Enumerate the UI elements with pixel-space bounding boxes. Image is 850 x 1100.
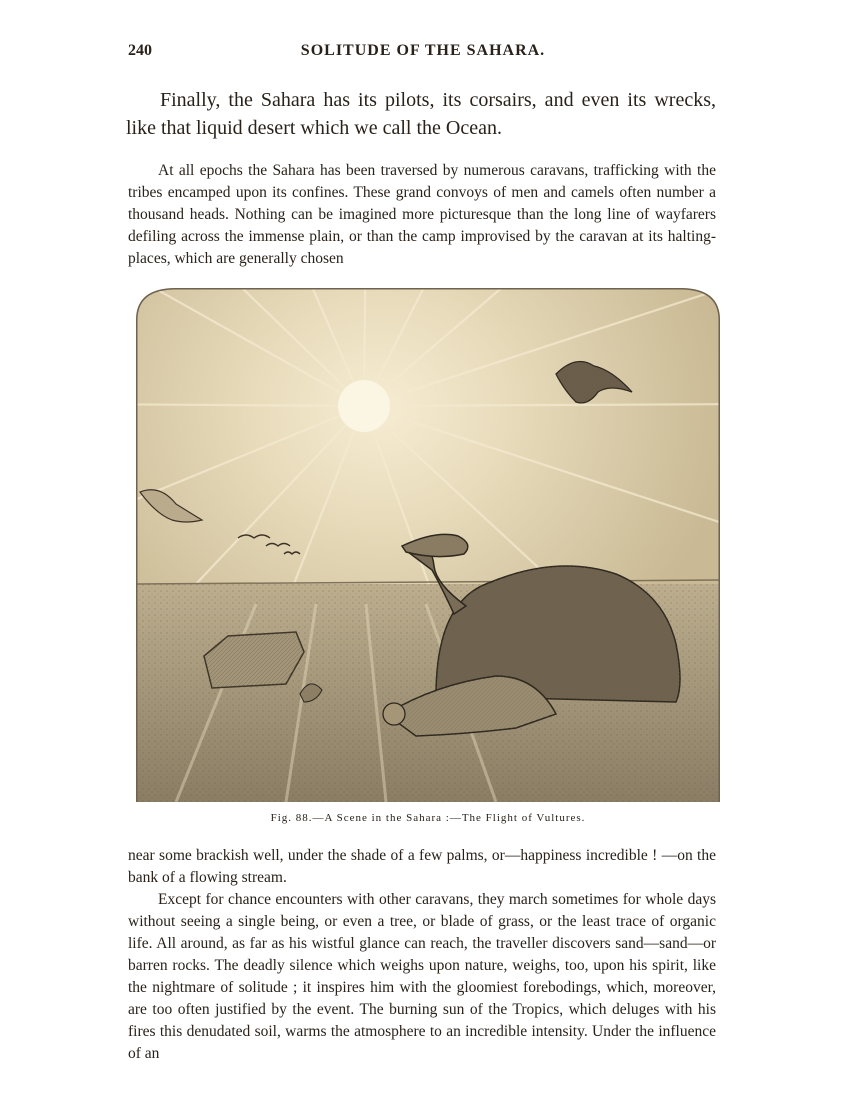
figure-caption: Fig. 88.—A Scene in the Sahara :—The Flight of Vultures. <box>270 812 586 824</box>
body-paragraph-2: near some brackish well, under the shade of a few palms, or—happiness incredible ! —on the bank of a flowing stream. <box>128 847 716 886</box>
body-paragraph-3: Except for chance encounters with other caravans, they march sometimes for whole days without seeing a single being, or even a tree, or blade of grass, or the least trace of organic life. All around, as far as his wistful glance can reach, the traveller discovers sand—sand—or barren rocks. The deadly silence which weighs upon nature, weighs, too, upon his spirit, like the nightmare of solitude ; it inspires him with the gloomiest forebodings, which, moreover, are too often justified by the event. The burning sun of the Tropics, which deluges with his fires this denudated soil, warms the atmosphere to an incredible intensity. Under the influence of an <box>128 891 716 1062</box>
engraving-illustration <box>136 284 720 802</box>
body-paragraph-1: At all epochs the Sahara has been traversed by numerous caravans, trafficking with the tribes encamped upon its confines. These grand convoys of men and camels often number a thousand heads. Nothing can be imagined more picturesque than the long line of wayfarers defiling across the immense plain, or than the camp improvised by the caravan at its halting-places, which are generally chosen <box>128 162 716 267</box>
page-header <box>128 42 718 66</box>
lead-paragraph: Finally, the Sahara has its pilots, its corsairs, and even its wrecks, like that liquid desert which we call the Ocean. <box>126 89 716 139</box>
sun <box>338 380 390 432</box>
page-number: 240 <box>128 42 152 59</box>
running-head: SOLITUDE OF THE SAHARA. <box>300 42 546 59</box>
